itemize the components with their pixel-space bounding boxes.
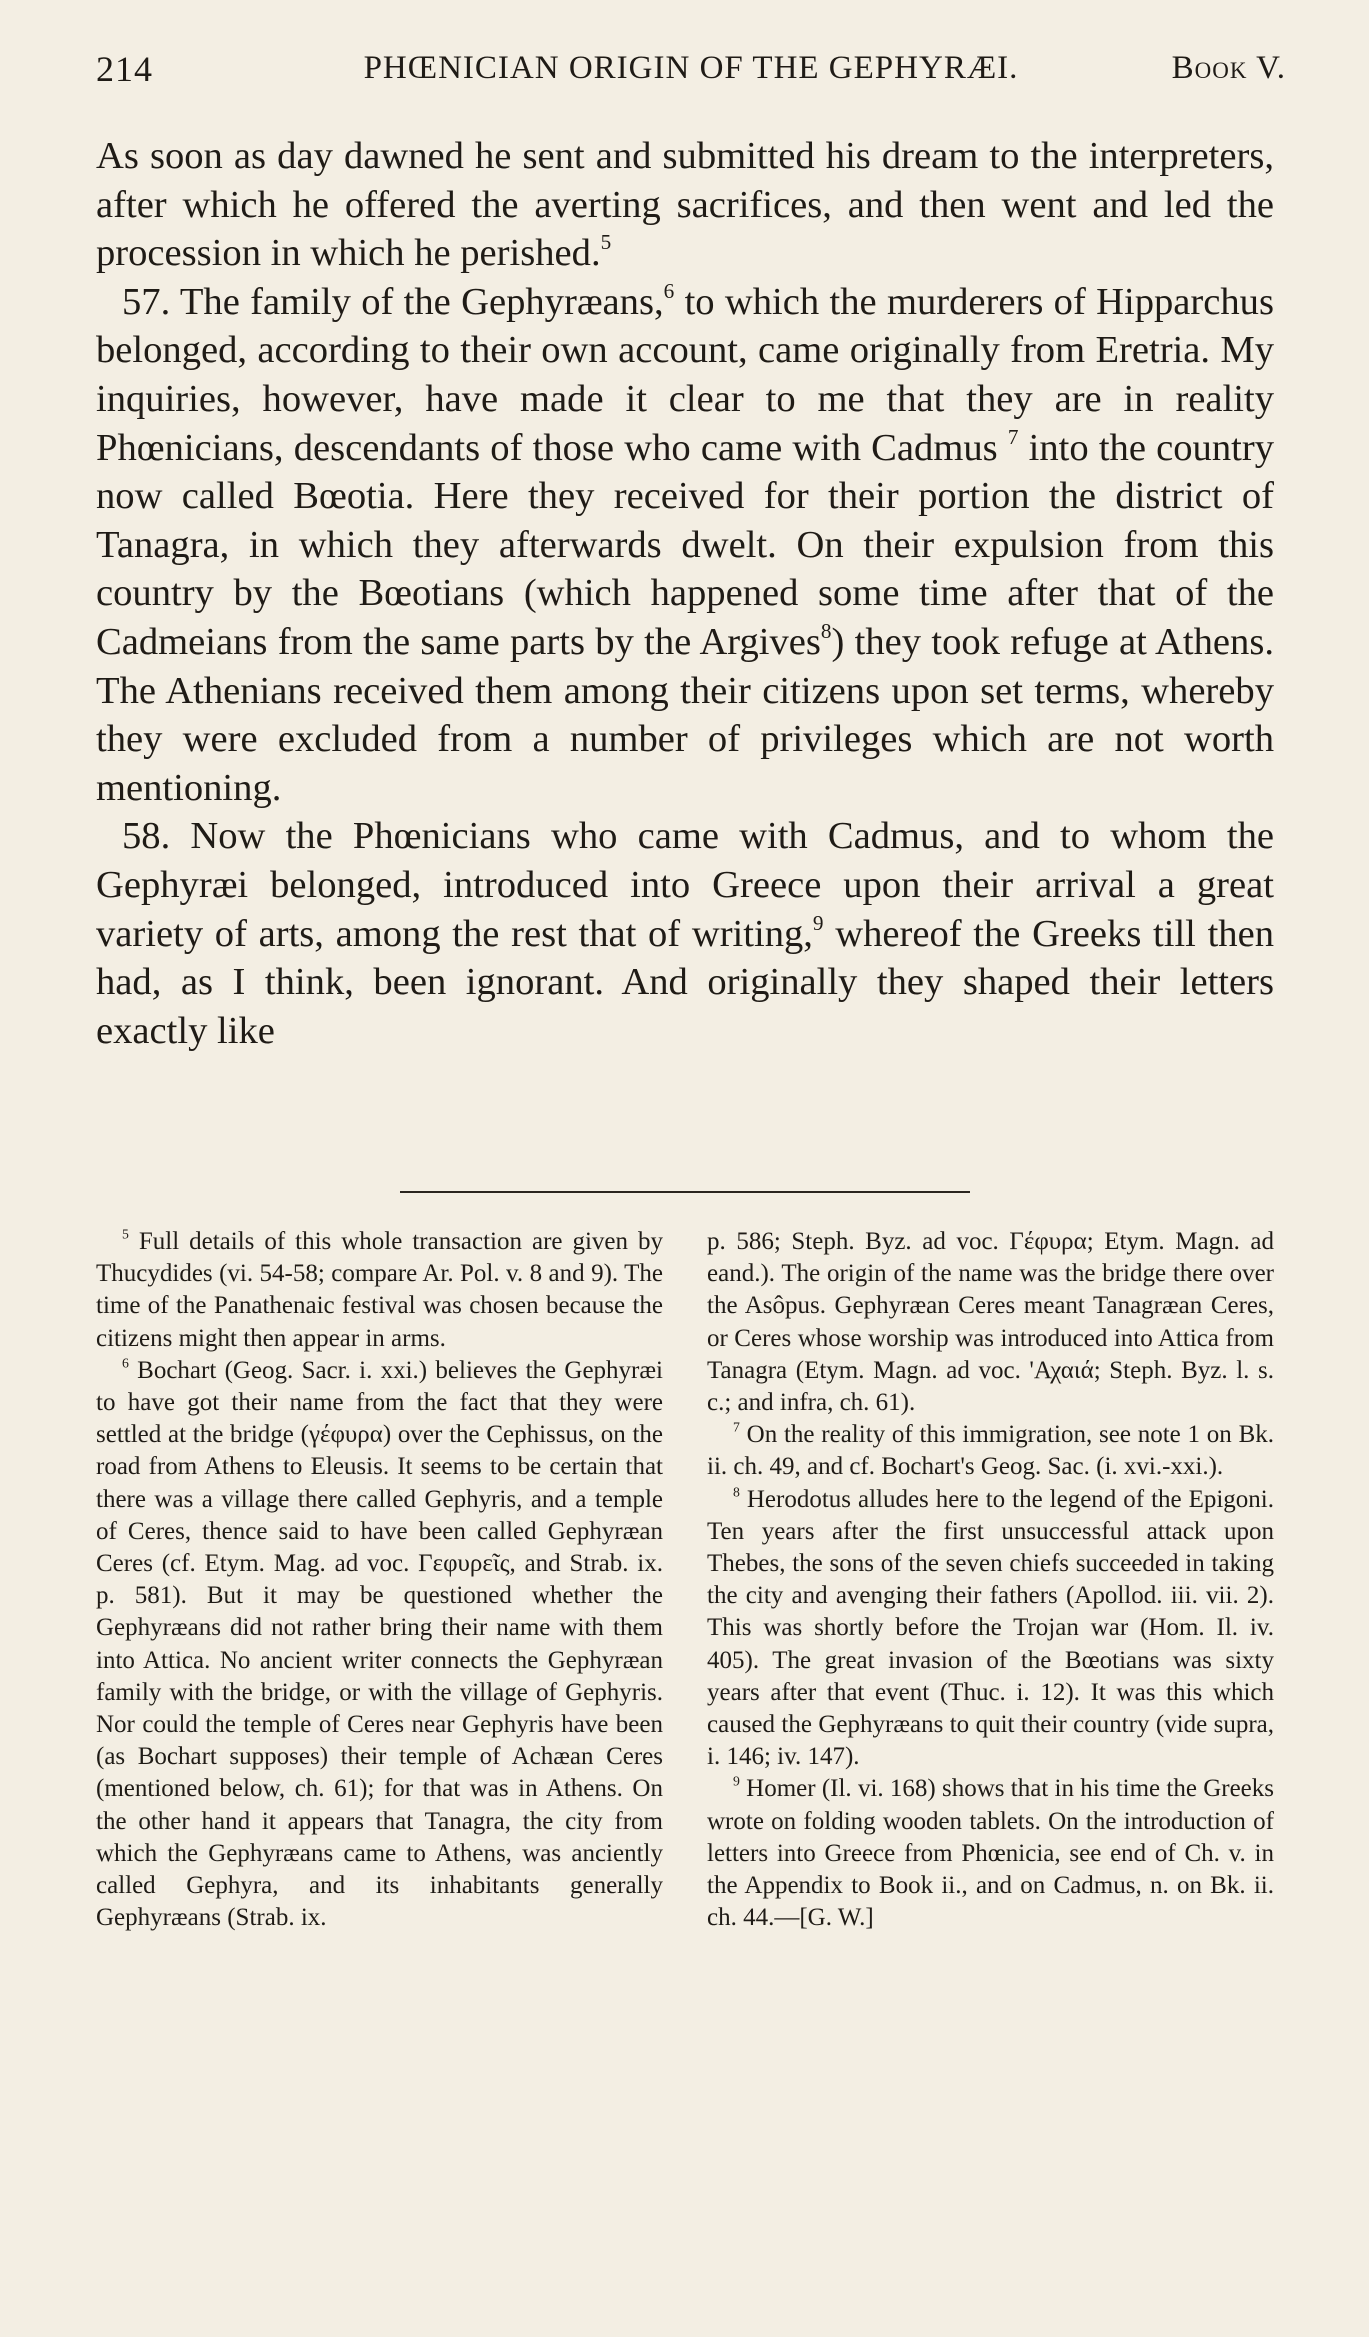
running-title: PHŒNICIAN ORIGIN OF THE GEPHYRÆI. [363, 50, 1019, 86]
main-text [96, 132, 1274, 1055]
footnote-ref: 7 [1007, 424, 1019, 449]
paragraph-continuation: As soon as day dawned he sent and submitted his dream to the interpreters, after which he offered the averting sacrifices, and then went and led the procession in which he perished.$^5$ [96, 135, 1274, 275]
footnote-5: $^5$ Full details of this whole transaction are given by Thucydides (vi. 54-58; compare Ar. Pol. v. 8 and 9). The time of the Panathenaic festival was chosen because the citizens might then appear in arms. [96, 1226, 663, 1352]
page-number: 214 [96, 49, 153, 89]
footnotes-left-column [96, 1226, 663, 1934]
footnote-7: $^7$ On the reality of this immigration, see note 1 on Bk. ii. ch. 49, and cf. Bochart's Geog. Sac. (i. xvi.-xxi.). [707, 1419, 1274, 1481]
footnote-8: $^8$ Herodotus alludes here to the legend of the Epigoni. Ten years after the first unsuccessful attack upon Thebes, the sons of the seven chiefs succeeded in taking the city and avenging their fathers (Apollod. iii. vii. 2). This was shortly before the Trojan war (Hom. Il. iv. 405). The great invasion of the Bœotians was sixty years after that event (Thuc. i. 12). It was this which caused the Gephyræans to quit their country (vide supra, i. 146; iv. 147). [707, 1484, 1274, 1771]
footnote-ref: 9 [812, 910, 824, 935]
running-header [96, 48, 1286, 104]
footnote-9: $^9$ Homer (Il. vi. 168) shows that in his time the Greeks wrote on folding wooden tablets. On the introduction of letters into Greece from Phœnicia, see end of Ch. v. in the Appendix to Book ii., and on Cadmus, n. on Bk. ii. ch. 44.—[G. W.] [707, 1774, 1274, 1932]
footnote-ref: 6 [663, 278, 675, 303]
footnote-ref: 5 [600, 230, 612, 255]
footnote-ref: 8 [820, 619, 832, 644]
paragraph-57: 57. The family of the Gephyræans,$^6$ to which the murderers of Hipparchus belonged, according to their own account, came originally from Eretria. My inquiries, however, have made it clear to me that they are in reality Phœnicians, descendants of those who came with Cadmus $^7$ into the country now called Bœotia. Here they received for their portion the district of Tanagra, in which they afterwards dwelt. On their expulsion from this country by the Bœotians (which happened some time after that of the Cadmeians from the same parts by the Argives$^8$) they took refuge at Athens. The Athenians received them among their citizens upon set terms, whereby they were excluded from a number of privileges which are not worth mentioning. [96, 278, 1274, 809]
paragraph-58: 58. Now the Phœnicians who came with Cadmus, and to whom the Gephyræi belonged, introduced into Greece upon their arrival a great variety of arts, among the rest that of writing,$^9$ whereof the Greeks till then had, as I think, been ignorant. And originally they shaped their letters exactly like [96, 815, 1274, 1052]
footnote-6: $^6$ Bochart (Geog. Sacr. i. xxi.) believes the Gephyræi to have got their name from the fact that they were settled at the bridge (γέφυρα) over the Cephissus, on the road from Athens to Eleusis. It seems to be certain that there was a village there called Gephyris, and a temple of Ceres, thence said to have been called Gephyræan Ceres (cf. Etym. Mag. ad voc. Γεφυρεῖς, and Strab. ix. p. 581). But it may be questioned whether the Gephyræans did not rather bring their name with them into Attica. No ancient writer connects the Gephyræan family with the bridge, or with the village of Gephyris. Nor could the temple of Ceres near Gephyris have been (as Bochart supposes) their temple of Achæan Ceres (mentioned below, ch. 61); for that was in Athens. On the other hand it appears that Tanagra, the city from which the Gephyræans came to Athens, was anciently called Gephyra, and its inhabitants generally Gephyræans (Strab. ix. [96, 1355, 663, 1932]
book-label: Book V. [1171, 50, 1286, 86]
footnotes-right-column [707, 1226, 1274, 1934]
footnote-divider [400, 1191, 970, 1193]
footnote-6-continued: p. 586; Steph. Byz. ad voc. Γέφυρα; Etym. Magn. ad eand.). The origin of the name was the bridge there over the Asôpus. Gephyræan Ceres meant Tanagræan Ceres, or Ceres whose worship was introduced into Attica from Tanagra (Etym. Magn. ad voc. 'Αχαιά; Steph. Byz. l. s. c.; and infra, ch. 61). [707, 1228, 1274, 1417]
